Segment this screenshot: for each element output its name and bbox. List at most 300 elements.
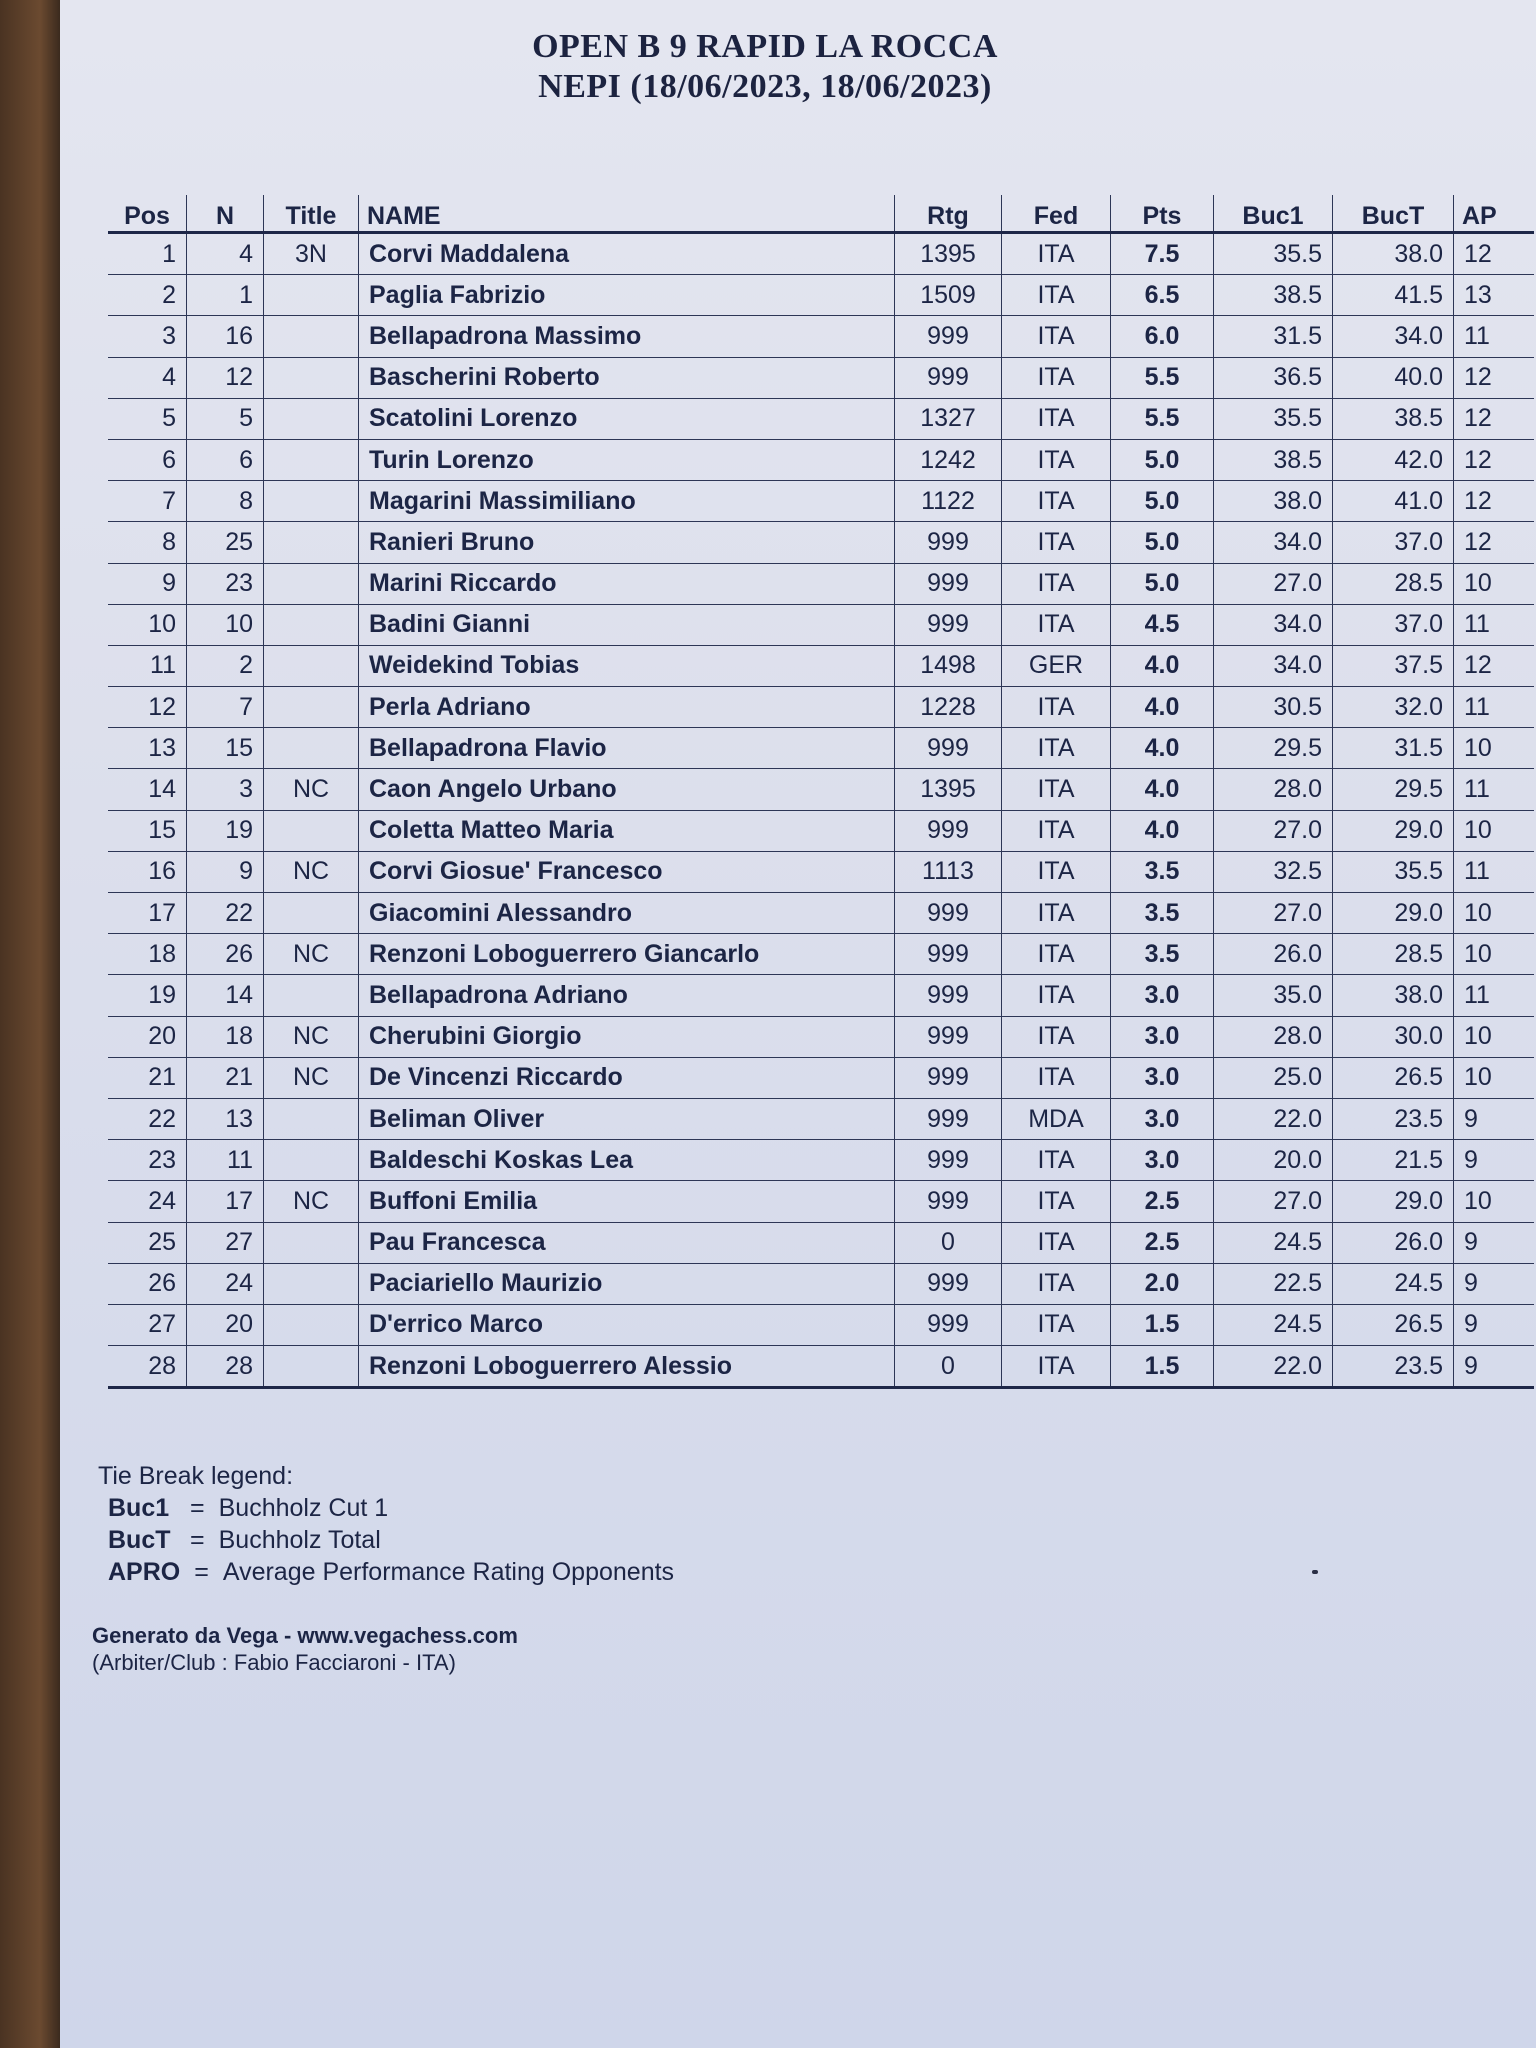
cell-n: 1 — [187, 275, 264, 316]
cell-fed: ITA — [1002, 439, 1111, 480]
cell-buct: 29.0 — [1333, 1181, 1454, 1222]
cell-pos: 27 — [108, 1304, 187, 1345]
cell-fed: MDA — [1002, 1098, 1111, 1139]
cell-buct: 31.5 — [1333, 728, 1454, 769]
cell-pts: 3.0 — [1111, 1140, 1214, 1181]
cell-name: Magarini Massimiliano — [359, 481, 895, 522]
cell-title — [264, 604, 359, 645]
cell-buc1: 22.5 — [1214, 1263, 1333, 1304]
cell-buc1: 28.0 — [1214, 1016, 1333, 1057]
cell-title — [264, 1098, 359, 1139]
table-row — [108, 934, 1534, 975]
cell-n: 18 — [187, 1016, 264, 1057]
cell-fed: ITA — [1002, 522, 1111, 563]
cell-buc1: 22.0 — [1214, 1346, 1333, 1388]
table-row — [108, 439, 1534, 480]
cell-apro: 12 — [1454, 398, 1535, 439]
cell-pts: 5.0 — [1111, 522, 1214, 563]
cell-apro: 9 — [1454, 1098, 1535, 1139]
cell-title: 3N — [264, 233, 359, 275]
cell-buct: 29.5 — [1333, 769, 1454, 810]
col-header-pts: Pts — [1111, 195, 1214, 233]
cell-apro: 10 — [1454, 1057, 1535, 1098]
cell-pos: 9 — [108, 563, 187, 604]
legend-item — [98, 1492, 674, 1524]
table-row — [108, 687, 1534, 728]
cell-rtg: 0 — [895, 1222, 1002, 1263]
cell-title — [264, 1222, 359, 1263]
cell-title — [264, 645, 359, 686]
cell-fed: ITA — [1002, 934, 1111, 975]
cell-fed: ITA — [1002, 1016, 1111, 1057]
cell-pts: 5.5 — [1111, 398, 1214, 439]
cell-buc1: 26.0 — [1214, 934, 1333, 975]
cell-pts: 5.0 — [1111, 481, 1214, 522]
cell-title — [264, 1346, 359, 1388]
cell-buc1: 34.0 — [1214, 522, 1333, 563]
cell-name: Weidekind Tobias — [359, 645, 895, 686]
cell-fed: ITA — [1002, 563, 1111, 604]
tournament-subtitle: NEPI (18/06/2023, 18/06/2023) — [538, 68, 992, 105]
cell-fed: ITA — [1002, 810, 1111, 851]
cell-n: 23 — [187, 563, 264, 604]
cell-title — [264, 316, 359, 357]
cell-buct: 28.5 — [1333, 934, 1454, 975]
legend-heading: Tie Break legend: — [98, 1462, 294, 1490]
cell-pos: 2 — [108, 275, 187, 316]
cell-rtg: 999 — [895, 1263, 1002, 1304]
cell-pos: 12 — [108, 687, 187, 728]
cell-pos: 10 — [108, 604, 187, 645]
cell-n: 26 — [187, 934, 264, 975]
cell-buct: 38.0 — [1333, 233, 1454, 275]
cell-n: 3 — [187, 769, 264, 810]
cell-pos: 5 — [108, 398, 187, 439]
cell-name: Giacomini Alessandro — [359, 893, 895, 934]
cell-rtg: 999 — [895, 1016, 1002, 1057]
cell-fed: ITA — [1002, 316, 1111, 357]
cell-pos: 11 — [108, 645, 187, 686]
table-row — [108, 604, 1534, 645]
cell-buc1: 35.5 — [1214, 233, 1333, 275]
cell-buct: 29.0 — [1333, 810, 1454, 851]
cell-rtg: 1509 — [895, 275, 1002, 316]
cell-name: Renzoni Loboguerrero Alessio — [359, 1346, 895, 1388]
cell-buct: 28.5 — [1333, 563, 1454, 604]
cell-fed: ITA — [1002, 357, 1111, 398]
cell-title — [264, 810, 359, 851]
cell-rtg: 999 — [895, 604, 1002, 645]
cell-title — [264, 439, 359, 480]
cell-apro: 10 — [1454, 1016, 1535, 1057]
cell-apro: 11 — [1454, 769, 1535, 810]
cell-apro: 10 — [1454, 1181, 1535, 1222]
cell-buc1: 24.5 — [1214, 1222, 1333, 1263]
table-row — [108, 769, 1534, 810]
cell-pts: 4.0 — [1111, 687, 1214, 728]
cell-fed: ITA — [1002, 398, 1111, 439]
cell-buct: 24.5 — [1333, 1263, 1454, 1304]
cell-name: Cherubini Giorgio — [359, 1016, 895, 1057]
cell-pos: 17 — [108, 893, 187, 934]
col-header-apro: AP — [1454, 195, 1535, 233]
cell-n: 28 — [187, 1346, 264, 1388]
cell-title: NC — [264, 1016, 359, 1057]
cell-apro: 11 — [1454, 604, 1535, 645]
cell-buc1: 38.0 — [1214, 481, 1333, 522]
table-row — [108, 1222, 1534, 1263]
table-row — [108, 563, 1534, 604]
cell-name: Baldeschi Koskas Lea — [359, 1140, 895, 1181]
cell-n: 12 — [187, 357, 264, 398]
cell-title — [264, 1140, 359, 1181]
cell-title — [264, 563, 359, 604]
cell-buct: 30.0 — [1333, 1016, 1454, 1057]
cell-title — [264, 357, 359, 398]
cell-n: 4 — [187, 233, 264, 275]
cell-fed: ITA — [1002, 1140, 1111, 1181]
legend-item — [98, 1556, 674, 1588]
col-header-name: NAME — [359, 195, 895, 233]
cell-title — [264, 687, 359, 728]
cell-pos: 7 — [108, 481, 187, 522]
cell-pos: 24 — [108, 1181, 187, 1222]
cell-name: Bascherini Roberto — [359, 357, 895, 398]
cell-apro: 9 — [1454, 1263, 1535, 1304]
cell-title: NC — [264, 1181, 359, 1222]
cell-n: 11 — [187, 1140, 264, 1181]
cell-pos: 20 — [108, 1016, 187, 1057]
cell-title: NC — [264, 1057, 359, 1098]
cell-fed: ITA — [1002, 769, 1111, 810]
tie-break-legend — [98, 1460, 674, 1588]
cell-pos: 18 — [108, 934, 187, 975]
cell-buc1: 32.5 — [1214, 851, 1333, 892]
cell-n: 14 — [187, 975, 264, 1016]
cell-pts: 3.0 — [1111, 1016, 1214, 1057]
cell-pos: 3 — [108, 316, 187, 357]
table-row — [108, 1016, 1534, 1057]
cell-rtg: 1228 — [895, 687, 1002, 728]
cell-name: Turin Lorenzo — [359, 439, 895, 480]
cell-name: Paciariello Maurizio — [359, 1263, 895, 1304]
cell-buct: 23.5 — [1333, 1346, 1454, 1388]
cell-pos: 13 — [108, 728, 187, 769]
table-row — [108, 481, 1534, 522]
cell-name: Perla Adriano — [359, 687, 895, 728]
table-row — [108, 1263, 1534, 1304]
cell-n: 25 — [187, 522, 264, 563]
generator-credit: Generato da Vega - www.vegachess.com — [92, 1623, 518, 1648]
cell-name: Corvi Maddalena — [359, 233, 895, 275]
cell-pts: 5.0 — [1111, 563, 1214, 604]
cell-pts: 4.5 — [1111, 604, 1214, 645]
cell-fed: ITA — [1002, 1181, 1111, 1222]
cell-n: 13 — [187, 1098, 264, 1139]
cell-name: D'errico Marco — [359, 1304, 895, 1345]
col-header-buc1: Buc1 — [1214, 195, 1333, 233]
cell-pts: 3.5 — [1111, 893, 1214, 934]
cell-fed: ITA — [1002, 1304, 1111, 1345]
cell-fed: ITA — [1002, 481, 1111, 522]
cell-apro: 12 — [1454, 439, 1535, 480]
cell-pts: 6.5 — [1111, 275, 1214, 316]
cell-fed: ITA — [1002, 728, 1111, 769]
cell-pos: 22 — [108, 1098, 187, 1139]
cell-pos: 25 — [108, 1222, 187, 1263]
table-header-row — [108, 195, 1534, 233]
legend-equals: = — [190, 1494, 205, 1522]
cell-fed: ITA — [1002, 1057, 1111, 1098]
cell-name: Coletta Matteo Maria — [359, 810, 895, 851]
cell-name: Bellapadrona Massimo — [359, 316, 895, 357]
cell-n: 5 — [187, 398, 264, 439]
cell-n: 15 — [187, 728, 264, 769]
cell-fed: ITA — [1002, 1346, 1111, 1388]
cell-rtg: 999 — [895, 893, 1002, 934]
table-row — [108, 233, 1534, 275]
cell-pos: 23 — [108, 1140, 187, 1181]
col-header-rtg: Rtg — [895, 195, 1002, 233]
cell-pts: 4.0 — [1111, 810, 1214, 851]
cell-buc1: 36.5 — [1214, 357, 1333, 398]
cell-n: 27 — [187, 1222, 264, 1263]
cell-buc1: 35.0 — [1214, 975, 1333, 1016]
cell-buct: 37.5 — [1333, 645, 1454, 686]
cell-rtg: 1327 — [895, 398, 1002, 439]
cell-buc1: 27.0 — [1214, 1181, 1333, 1222]
cell-buc1: 34.0 — [1214, 645, 1333, 686]
cell-rtg: 1395 — [895, 233, 1002, 275]
cell-pts: 4.0 — [1111, 728, 1214, 769]
cell-pts: 1.5 — [1111, 1304, 1214, 1345]
cell-fed: ITA — [1002, 1222, 1111, 1263]
cell-buct: 37.0 — [1333, 522, 1454, 563]
cell-n: 19 — [187, 810, 264, 851]
cell-title — [264, 398, 359, 439]
cell-buc1: 27.0 — [1214, 893, 1333, 934]
cell-name: Beliman Oliver — [359, 1098, 895, 1139]
cell-buct: 38.0 — [1333, 975, 1454, 1016]
cell-pts: 1.5 — [1111, 1346, 1214, 1388]
tournament-title: OPEN B 9 RAPID LA ROCCA — [532, 28, 998, 65]
cell-buc1: 31.5 — [1214, 316, 1333, 357]
cell-name: Pau Francesca — [359, 1222, 895, 1263]
cell-fed: ITA — [1002, 893, 1111, 934]
cell-n: 2 — [187, 645, 264, 686]
cell-pts: 6.0 — [1111, 316, 1214, 357]
cell-apro: 10 — [1454, 728, 1535, 769]
cell-apro: 12 — [1454, 233, 1535, 275]
cell-rtg: 999 — [895, 563, 1002, 604]
legend-equals: = — [190, 1526, 205, 1554]
cell-n: 22 — [187, 893, 264, 934]
cell-rtg: 999 — [895, 1140, 1002, 1181]
cell-rtg: 0 — [895, 1346, 1002, 1388]
cell-pos: 6 — [108, 439, 187, 480]
cell-buct: 26.5 — [1333, 1304, 1454, 1345]
table-row — [108, 1140, 1534, 1181]
cell-n: 24 — [187, 1263, 264, 1304]
cell-rtg: 999 — [895, 1098, 1002, 1139]
cell-buc1: 27.0 — [1214, 563, 1333, 604]
cell-pts: 3.5 — [1111, 851, 1214, 892]
cell-n: 7 — [187, 687, 264, 728]
cell-title — [264, 522, 359, 563]
cell-rtg: 999 — [895, 728, 1002, 769]
cell-buct: 32.0 — [1333, 687, 1454, 728]
cell-buc1: 38.5 — [1214, 439, 1333, 480]
cell-rtg: 999 — [895, 1304, 1002, 1345]
cell-apro: 9 — [1454, 1222, 1535, 1263]
cell-name: Ranieri Bruno — [359, 522, 895, 563]
cell-buc1: 29.5 — [1214, 728, 1333, 769]
cell-fed: ITA — [1002, 851, 1111, 892]
results-sheet — [60, 0, 1536, 2048]
cell-buct: 41.0 — [1333, 481, 1454, 522]
cell-rtg: 1498 — [895, 645, 1002, 686]
cell-pos: 16 — [108, 851, 187, 892]
cell-title — [264, 481, 359, 522]
legend-abbr: APRO — [108, 1558, 181, 1586]
legend-desc: Buchholz Cut 1 — [218, 1494, 389, 1522]
table-row — [108, 851, 1534, 892]
cell-title — [264, 275, 359, 316]
legend-desc: Average Performance Rating Opponents — [222, 1558, 675, 1586]
table-row — [108, 275, 1534, 316]
cell-rtg: 1242 — [895, 439, 1002, 480]
cell-pos: 28 — [108, 1346, 187, 1388]
cell-pos: 4 — [108, 357, 187, 398]
cell-pos: 8 — [108, 522, 187, 563]
cell-pts: 4.0 — [1111, 769, 1214, 810]
cell-pos: 26 — [108, 1263, 187, 1304]
cell-fed: ITA — [1002, 275, 1111, 316]
cell-buc1: 24.5 — [1214, 1304, 1333, 1345]
cell-apro: 13 — [1454, 275, 1535, 316]
cell-rtg: 999 — [895, 934, 1002, 975]
legend-abbr: BucT — [108, 1526, 171, 1554]
cell-buc1: 27.0 — [1214, 810, 1333, 851]
cell-fed: ITA — [1002, 687, 1111, 728]
cell-buc1: 30.5 — [1214, 687, 1333, 728]
col-header-buct: BucT — [1333, 195, 1454, 233]
cell-n: 17 — [187, 1181, 264, 1222]
cell-title: NC — [264, 934, 359, 975]
cell-title — [264, 728, 359, 769]
cell-name: Renzoni Loboguerrero Giancarlo — [359, 934, 895, 975]
table-row — [108, 398, 1534, 439]
cell-name: Caon Angelo Urbano — [359, 769, 895, 810]
cell-buct: 26.0 — [1333, 1222, 1454, 1263]
table-row — [108, 316, 1534, 357]
table-row — [108, 1098, 1534, 1139]
cell-buc1: 22.0 — [1214, 1098, 1333, 1139]
col-header-n: N — [187, 195, 264, 233]
cell-fed: ITA — [1002, 233, 1111, 275]
cell-pos: 1 — [108, 233, 187, 275]
cell-rtg: 1395 — [895, 769, 1002, 810]
cell-pos: 15 — [108, 810, 187, 851]
cell-pos: 21 — [108, 1057, 187, 1098]
cell-fed: ITA — [1002, 975, 1111, 1016]
table-row — [108, 810, 1534, 851]
cell-apro: 10 — [1454, 810, 1535, 851]
cell-name: Bellapadrona Adriano — [359, 975, 895, 1016]
cell-apro: 9 — [1454, 1346, 1535, 1388]
legend-equals: = — [194, 1558, 209, 1586]
table-row — [108, 1181, 1534, 1222]
cell-rtg: 999 — [895, 1181, 1002, 1222]
cell-buc1: 35.5 — [1214, 398, 1333, 439]
cell-buc1: 20.0 — [1214, 1140, 1333, 1181]
cell-buct: 26.5 — [1333, 1057, 1454, 1098]
cell-name: De Vincenzi Riccardo — [359, 1057, 895, 1098]
legend-desc: Buchholz Total — [218, 1526, 381, 1554]
cell-fed: GER — [1002, 645, 1111, 686]
cell-rtg: 999 — [895, 522, 1002, 563]
cell-rtg: 999 — [895, 810, 1002, 851]
col-header-fed: Fed — [1002, 195, 1111, 233]
cell-apro: 10 — [1454, 563, 1535, 604]
cell-title — [264, 975, 359, 1016]
cell-pts: 4.0 — [1111, 645, 1214, 686]
cell-pts: 2.5 — [1111, 1222, 1214, 1263]
cell-n: 10 — [187, 604, 264, 645]
cell-name: Corvi Giosue' Francesco — [359, 851, 895, 892]
cell-fed: ITA — [1002, 604, 1111, 645]
cell-title — [264, 1304, 359, 1345]
cell-n: 8 — [187, 481, 264, 522]
cell-fed: ITA — [1002, 1263, 1111, 1304]
cell-buct: 41.5 — [1333, 275, 1454, 316]
cell-buct: 40.0 — [1333, 357, 1454, 398]
cell-n: 9 — [187, 851, 264, 892]
cell-buc1: 38.5 — [1214, 275, 1333, 316]
cell-rtg: 999 — [895, 975, 1002, 1016]
cell-apro: 11 — [1454, 851, 1535, 892]
table-row — [108, 357, 1534, 398]
col-header-title: Title — [264, 195, 359, 233]
cell-buct: 37.0 — [1333, 604, 1454, 645]
footer — [92, 1622, 518, 1676]
cell-buct: 35.5 — [1333, 851, 1454, 892]
cell-buct: 38.5 — [1333, 398, 1454, 439]
table-row — [108, 728, 1534, 769]
table-row — [108, 645, 1534, 686]
table-row — [108, 1346, 1534, 1388]
cell-apro: 11 — [1454, 975, 1535, 1016]
cell-rtg: 1122 — [895, 481, 1002, 522]
cell-buc1: 34.0 — [1214, 604, 1333, 645]
cell-rtg: 999 — [895, 1057, 1002, 1098]
table-row — [108, 975, 1534, 1016]
cell-pts: 2.0 — [1111, 1263, 1214, 1304]
cell-title: NC — [264, 851, 359, 892]
cell-rtg: 999 — [895, 357, 1002, 398]
cell-pts: 5.5 — [1111, 357, 1214, 398]
cell-n: 6 — [187, 439, 264, 480]
cell-name: Scatolini Lorenzo — [359, 398, 895, 439]
cell-pts: 3.5 — [1111, 934, 1214, 975]
cell-rtg: 999 — [895, 316, 1002, 357]
table-row — [108, 1057, 1534, 1098]
cell-name: Buffoni Emilia — [359, 1181, 895, 1222]
cell-buc1: 28.0 — [1214, 769, 1333, 810]
cell-buct: 34.0 — [1333, 316, 1454, 357]
cell-pts: 2.5 — [1111, 1181, 1214, 1222]
table-row — [108, 893, 1534, 934]
